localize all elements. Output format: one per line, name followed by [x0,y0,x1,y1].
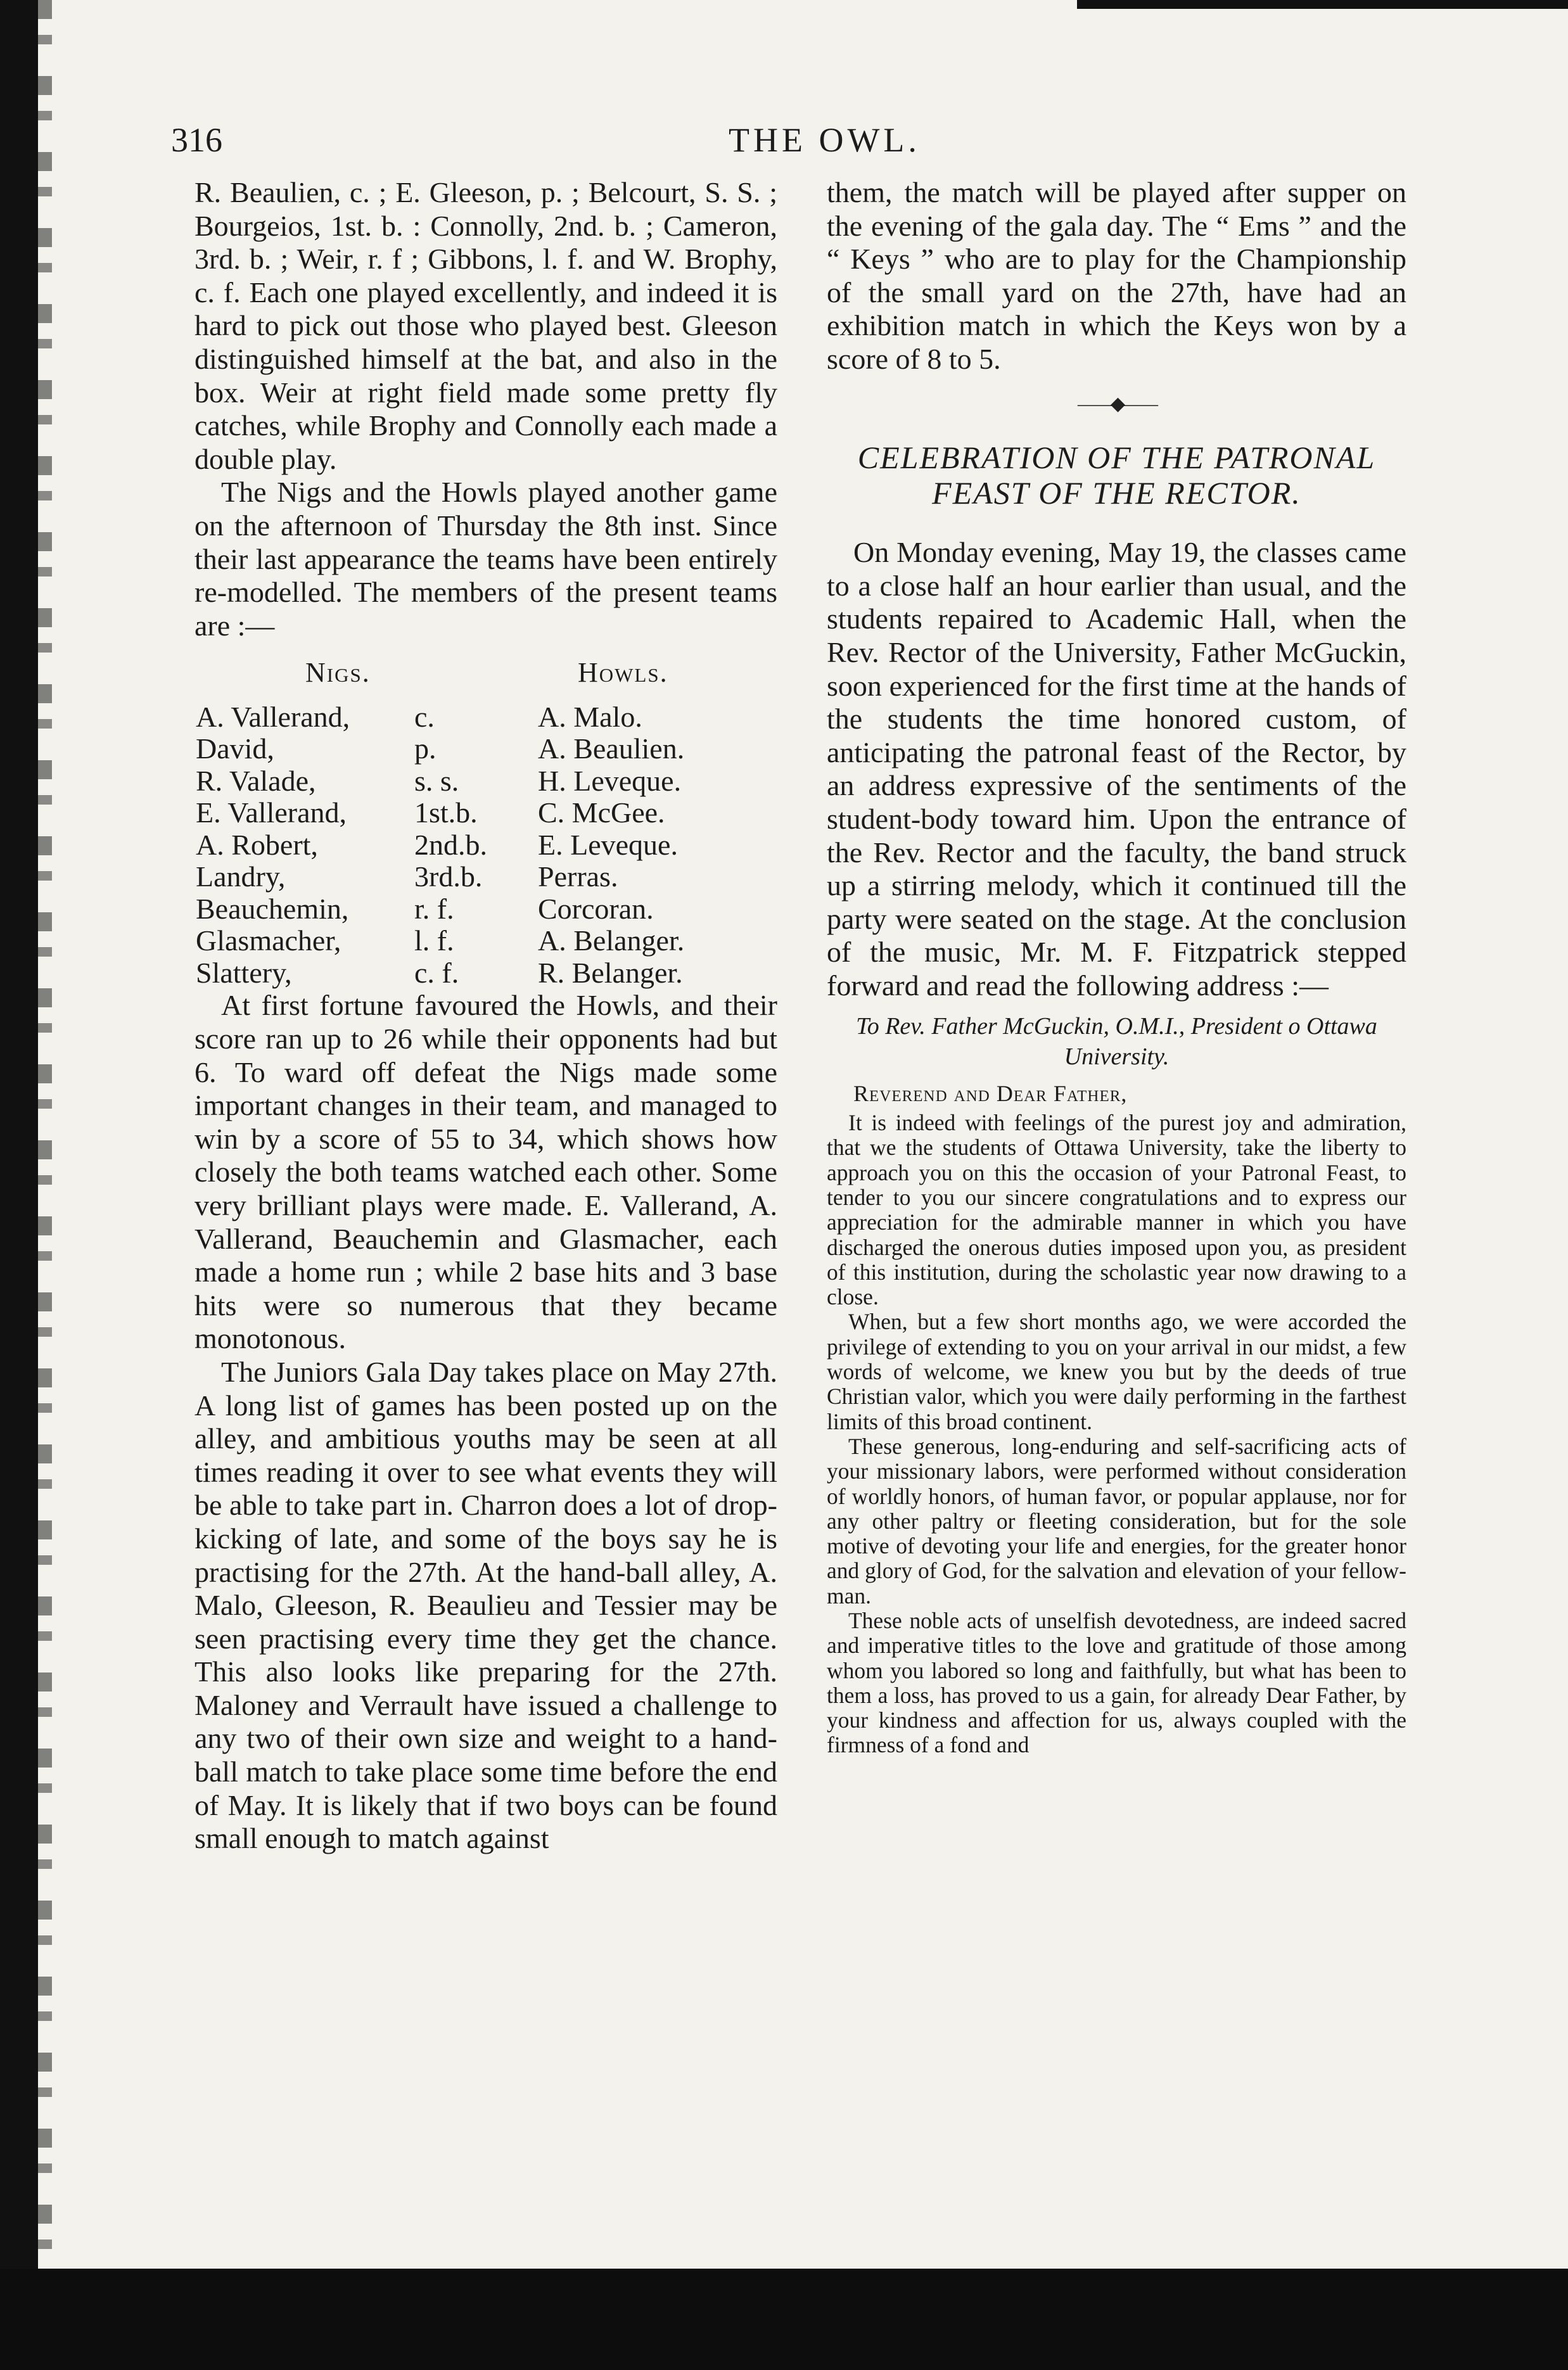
address-paragraph: When, but a few short months ago, we were accorded the privilege of extending to you on your arrival in our midst, a few words of welcome, we knew you but by the deeds of true Christian valor, which you were daily performing in the farthest limits of this broad continent. [827,1309,1406,1434]
teams-header-nigs: Nigs. [305,657,371,689]
roster-howl-player: C. McGee. [538,796,665,829]
roster-nig-player: A. Vallerand, [196,700,350,733]
page-number: 316 [171,121,222,159]
roster-nig-player: Beauchemin, [196,892,349,925]
roster-nig-player: A. Robert, [196,828,318,861]
left-column [194,176,777,1856]
scan-bottom-edge [0,2269,1568,2370]
roster-position: c. f. [414,956,459,989]
roster-row [196,765,741,798]
roster-nig-player: Slattery, [196,956,292,989]
roster-howl-player: H. Leveque. [538,764,682,797]
address-recipient: To Rev. Father McGuckin, O.M.I., President o Ottawa University. [856,1013,1377,1071]
section-title: CELEBRATION OF THE PATRONAL FEAST OF THE RECTOR. [857,440,1376,511]
roster-position: 1st.b. [414,796,478,829]
roster-row [196,701,741,734]
roster-nig-player: David, [196,732,274,765]
paragraph-nigs-howls: The Nigs and the Howls played another game on the afternoon of Thursday the 8th inst. Since their last appearance the teams have been entirely re-modelled. The members of the present teams are :— [194,476,777,642]
scan-top-edge [1077,0,1568,9]
address-paragraph: These noble acts of unselfish devotedness, are indeed sacred and imperative titles to the love and gratitude of those among whom you labored so long and faithfully, but what has been to them a loss, has proved to us a gain, for already Dear Father, by your kindness and affection for us, always coupled with the firmness of a fond and [827,1608,1406,1758]
teams-header-howls: Howls. [578,657,668,689]
paragraph-juniors-gala: The Juniors Gala Day takes place on May 27th. A long list of games has been posted up on the alley, and ambitious youths may be seen at all times reading it over to see what events they will be able to take part in. Charron does a lot of drop-kicking of late, and some of the boys say he is practising for the 27th. At the hand-ball alley, A. Malo, Gleeson, R. Beaulieu and Tessier may be seen practising every time they get the chance. This also looks like preparing for the 27th. Maloney and Verrault have issued a challenge to any two of their own size and weight to a hand-ball match to take place some time before the end of May. It is likely that if two boys can be found small enough to match against [194,1355,777,1855]
paragraph-monday-evening: On Monday evening, May 19, the classes came to a close half an hour earlier than usual, and the students repaired to Academic Hall, when the Rev. Rector of the University, Father McGuckin, soon experienced for the first time at the hands of the students the time honored custom, of anticipating the patronal feast of the Rector, by an address expressive of the sentiments of the student-body toward him. Upon the entrance of the Rev. Rector and the faculty, the band struck up a stirring melody, which it continued till the party were seated on the stage. At the conclusion of the music, Mr. M. F. Fitzpatrick stepped forward and read the following address :— [827,536,1406,1002]
roster-row [196,925,741,957]
roster-howl-player: Perras. [538,860,618,893]
paragraph-continued: them, the match will be played after supper on the evening of the gala day. The “ Ems ” and the “ Keys ” who are to play for the Championship of the small yard on the 27th, have had an exhibition match in which the Keys won by a score of 8 to 5. [827,176,1406,375]
roster-howl-player: A. Belanger. [538,924,685,957]
roster-howl-player: Corcoran. [538,892,654,925]
roster-row [196,733,741,765]
roster-howl-player: A. Malo. [538,700,642,733]
roster-position: l. f. [414,924,454,957]
roster-row [196,957,741,990]
running-title: THE OWL. [729,121,921,159]
roster-howl-player: R. Belanger. [538,956,683,989]
roster-nig-player: Landry, [196,860,286,893]
roster-position: s. s. [414,764,459,797]
section-divider: ——◆—— [1077,393,1156,414]
address-paragraph: These generous, long-enduring and self-sacrificing acts of your missionary labors, were performed without consideration of worldly honors, of human favor, or popular applause, nor for any other paltry or fleeting consideration, but for the sole motive of devoting your life and energies, for the greater honor and glory of God, for the salvation and elevation of your fellow-man. [827,1433,1406,1609]
roster-howl-player: A. Beaulien. [538,732,685,765]
roster-body [196,701,741,990]
roster-position: r. f. [414,892,454,925]
roster-nig-player: R. Valade, [196,764,316,797]
paragraph-lineup: R. Beaulien, c. ; E. Gleeson, p. ; Belcourt, S. S. ; Bourgeios, 1st. b. : Connolly, 2nd. b. ; Cameron, 3rd. b. ; Weir, r. f ; Gibbons, l. f. and W. Brophy, c. f. Each one played excellently, and indeed it is hard to pick out those who played best. Gleeson distinguished himself at the bat, and also in the box. Weir at right field made some pretty fly catches, while Brophy and Connolly each made a double play. [194,176,777,475]
roster-nig-player: E. Vallerand, [196,796,347,829]
roster-nig-player: Glasmacher, [196,924,341,957]
roster-row [196,861,741,893]
paragraph-fortune: At first fortune favoured the Howls, and their score ran up to 26 while their opponents had but 6. To ward off defeat the Nigs made some important changes in their team, and managed to win by a score of 55 to 34, which shows how closely the both teams watched each other. Some very brilliant plays were made. E. Vallerand, A. Vallerand, Beauchemin and Glasmacher, each made a home run ; while 2 base hits and 3 base hits were so numerous that they became monotonous. [194,989,777,1355]
address-salutation: Reverend and Dear Father, [853,1081,1128,1107]
roster-position: 2nd.b. [414,828,487,861]
roster-position: 3rd.b. [414,860,483,893]
roster-row [196,829,741,862]
roster-position: c. [414,700,435,733]
address-paragraph: It is indeed with feelings of the purest joy and admiration, that we the students of Ottawa University, take the liberty to approach you on this the occasion of your Patronal Feast, to tender to you our sincere congratulations and to express our appreciation for the admirable manner in which you have discharged the onerous duties imposed upon you, as president of this institution, during the scholastic year now drawing to a close. [827,1110,1406,1310]
page-header [171,120,1375,171]
roster-table [196,701,741,990]
teams-header [194,656,777,690]
scan-binding-texture [38,0,52,2370]
address-body [827,1111,1406,1758]
roster-position: p. [414,732,437,765]
roster-row [196,797,741,829]
roster-howl-player: E. Leveque. [538,828,678,861]
roster-row [196,893,741,926]
scan-binding-edge [0,0,38,2370]
right-column [827,176,1406,1758]
